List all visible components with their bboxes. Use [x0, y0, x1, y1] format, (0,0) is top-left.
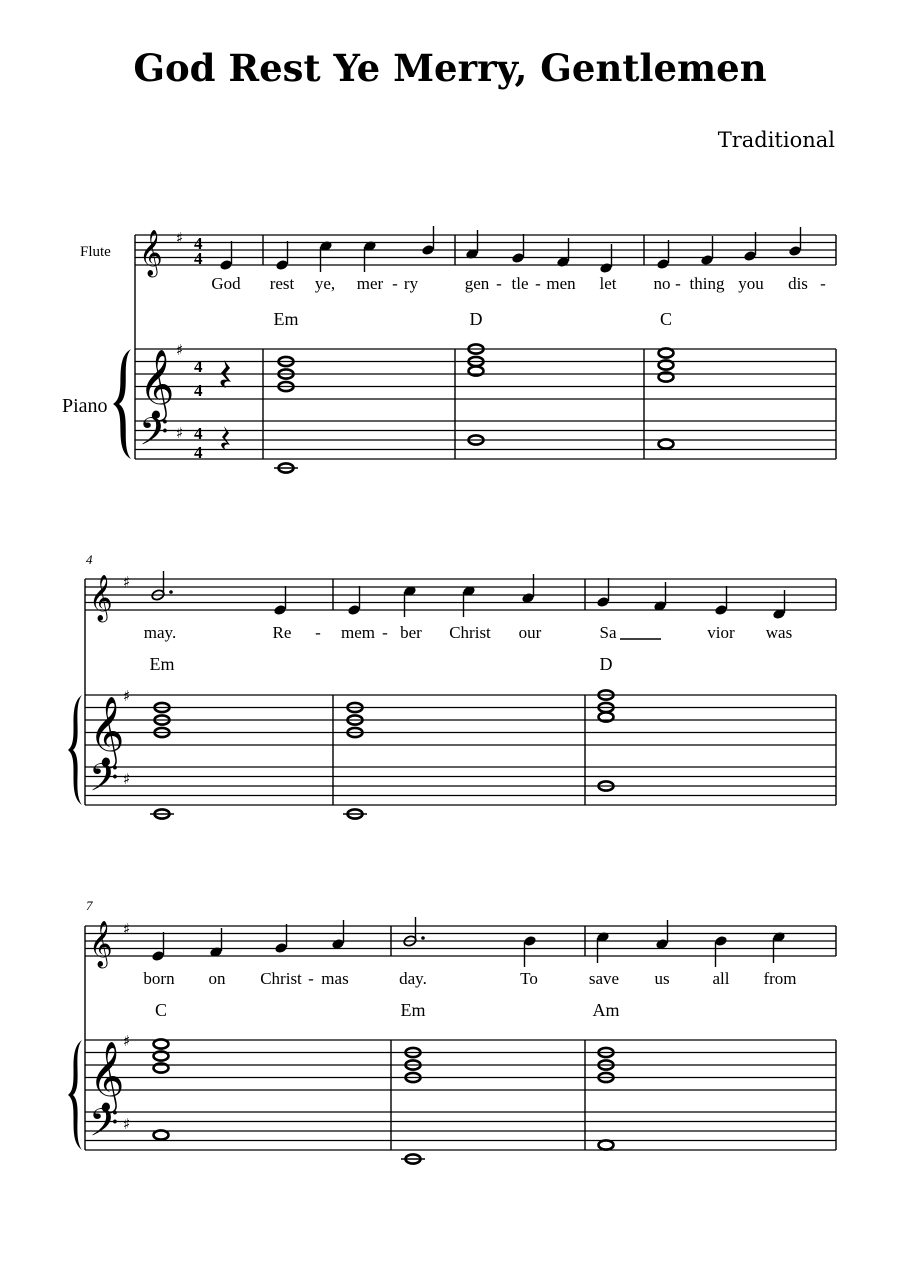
lyric: men: [546, 274, 576, 293]
chord-symbol: D: [469, 309, 483, 329]
piano-chord: [154, 1039, 169, 1072]
lyric: born: [143, 969, 175, 988]
piano-bass-staff: [135, 421, 836, 459]
flute-note: [655, 920, 669, 950]
flute-note: [151, 932, 165, 962]
treble-clef-icon: 𝄞: [89, 575, 113, 621]
piano-label: Piano: [62, 395, 108, 417]
piano-bass-note: [150, 809, 174, 818]
flute-note: [714, 935, 728, 967]
flute-note: [274, 924, 288, 954]
measure-number: 7: [86, 898, 93, 913]
flute-note: [275, 241, 289, 271]
chord-symbol: Em: [400, 1000, 426, 1020]
time-signature-top: 4: [194, 234, 203, 253]
piano-bass-note: [154, 1130, 169, 1139]
time-signature-bottom: 4: [194, 249, 203, 268]
bass-clef-icon: 𝄢: [89, 1100, 119, 1154]
treble-clef-icon: 𝄞: [139, 349, 175, 419]
time-signature-top: 4: [194, 357, 203, 376]
quarter-rest-icon: [221, 426, 230, 450]
lyric: let: [599, 274, 617, 293]
lyric: vior: [707, 623, 735, 642]
lyric: gen: [464, 274, 490, 293]
lyric-hyphen: -: [315, 623, 321, 642]
flute-note: [462, 585, 476, 617]
lyric-hyphen: -: [675, 274, 681, 293]
flute-note: [363, 240, 377, 272]
lyric: you: [738, 274, 764, 293]
lyric: dis: [788, 274, 808, 293]
lyric: no: [653, 274, 671, 293]
lyric: mem: [341, 623, 375, 642]
flute-note: [347, 586, 361, 616]
lyric: Sa: [599, 623, 617, 642]
composer: Traditional: [717, 128, 835, 152]
flute-note: [523, 935, 537, 967]
sharp-icon: ♯: [123, 1115, 131, 1133]
lyric: Christ: [260, 969, 302, 988]
piano-brace: [68, 1040, 82, 1150]
lyric-hyphen: -: [392, 274, 398, 293]
flute-note: [151, 571, 173, 601]
time-signature-bottom: 4: [194, 381, 203, 400]
lyric: God: [211, 274, 241, 293]
chord-symbol: Em: [149, 654, 175, 674]
lyric: ber: [400, 623, 422, 642]
lyric-hyphen: -: [308, 969, 314, 988]
piano-chord: [659, 348, 674, 381]
system-1: [62, 226, 836, 473]
flute-note: [403, 585, 417, 617]
flute-note: [209, 928, 223, 958]
lyric: on: [208, 969, 226, 988]
piano-brace: [113, 349, 131, 459]
treble-clef-icon: 𝄞: [89, 696, 125, 766]
piano-bass-note: [599, 1140, 614, 1149]
sharp-icon: ♯: [123, 573, 131, 591]
lyric-hyphen: -: [820, 274, 826, 293]
time-signature-bottom: 4: [194, 443, 203, 462]
sharp-icon: ♯: [176, 424, 184, 442]
chord-symbol: Am: [592, 1000, 620, 1020]
flute-note: [319, 240, 333, 272]
lyric: may.: [143, 623, 177, 642]
lyric: tle: [511, 274, 529, 293]
lyric: To: [520, 969, 538, 988]
piano-bass-note: [401, 1154, 425, 1163]
flute-note: [421, 226, 435, 256]
treble-clef-icon: 𝄞: [89, 1041, 125, 1111]
flute-note: [219, 241, 233, 271]
chord-symbol: C: [154, 1000, 168, 1020]
sharp-icon: ♯: [176, 341, 184, 359]
sharp-icon: ♯: [123, 770, 131, 788]
sharp-icon: ♯: [176, 229, 184, 247]
lyric: mer: [356, 274, 384, 293]
lyric: Christ: [449, 623, 491, 642]
bass-clef-icon: 𝄢: [139, 409, 169, 463]
lyric: save: [588, 969, 620, 988]
piano-bass-note: [274, 463, 298, 472]
system-3: [68, 898, 836, 1164]
lyric: was: [765, 623, 793, 642]
measure-number: 4: [86, 552, 93, 567]
flute-label: Flute: [80, 244, 111, 260]
flute-note: [596, 931, 610, 963]
piano-bass-note: [343, 809, 367, 818]
flute-note: [403, 917, 425, 947]
lyric: day.: [399, 969, 427, 988]
lyric: Re: [272, 623, 292, 642]
lyric: all: [712, 969, 730, 988]
flute-note: [596, 578, 610, 608]
flute-note: [331, 920, 345, 950]
lyric: ye,: [314, 274, 336, 293]
flute-note: [714, 586, 728, 616]
flute-note: [772, 931, 786, 963]
lyric: us: [654, 969, 670, 988]
treble-clef-icon: 𝄞: [89, 921, 113, 967]
bass-clef-icon: 𝄢: [89, 755, 119, 809]
lyric: our: [518, 623, 542, 642]
flute-note: [511, 234, 525, 264]
piano-treble-staff: [135, 349, 836, 399]
treble-clef-icon: 𝄞: [139, 230, 163, 276]
lyric: from: [763, 969, 797, 988]
score-title: God Rest Ye Merry, Gentlemen: [133, 46, 767, 90]
sharp-icon: ♯: [123, 687, 131, 705]
flute-note: [599, 244, 613, 274]
piano-brace: [68, 695, 82, 805]
time-signature-top: 4: [194, 424, 203, 443]
chord-symbol: C: [659, 309, 673, 329]
lyric-hyphen: -: [535, 274, 541, 293]
sharp-icon: ♯: [123, 920, 131, 938]
piano-bass-note: [659, 439, 674, 448]
flute-note: [273, 586, 287, 616]
lyric: thing: [689, 274, 725, 293]
flute-note: [700, 236, 714, 266]
lyric-hyphen: -: [496, 274, 502, 293]
chord-symbol: D: [599, 654, 613, 674]
lyric-hyphen: -: [382, 623, 388, 642]
lyric: rest: [269, 274, 295, 293]
lyric: mas: [321, 969, 349, 988]
lyric: ry: [403, 274, 419, 293]
system-2: [68, 552, 836, 819]
chord-symbol: Em: [273, 309, 299, 329]
flute-staff: [135, 235, 836, 265]
sharp-icon: ♯: [123, 1032, 131, 1050]
